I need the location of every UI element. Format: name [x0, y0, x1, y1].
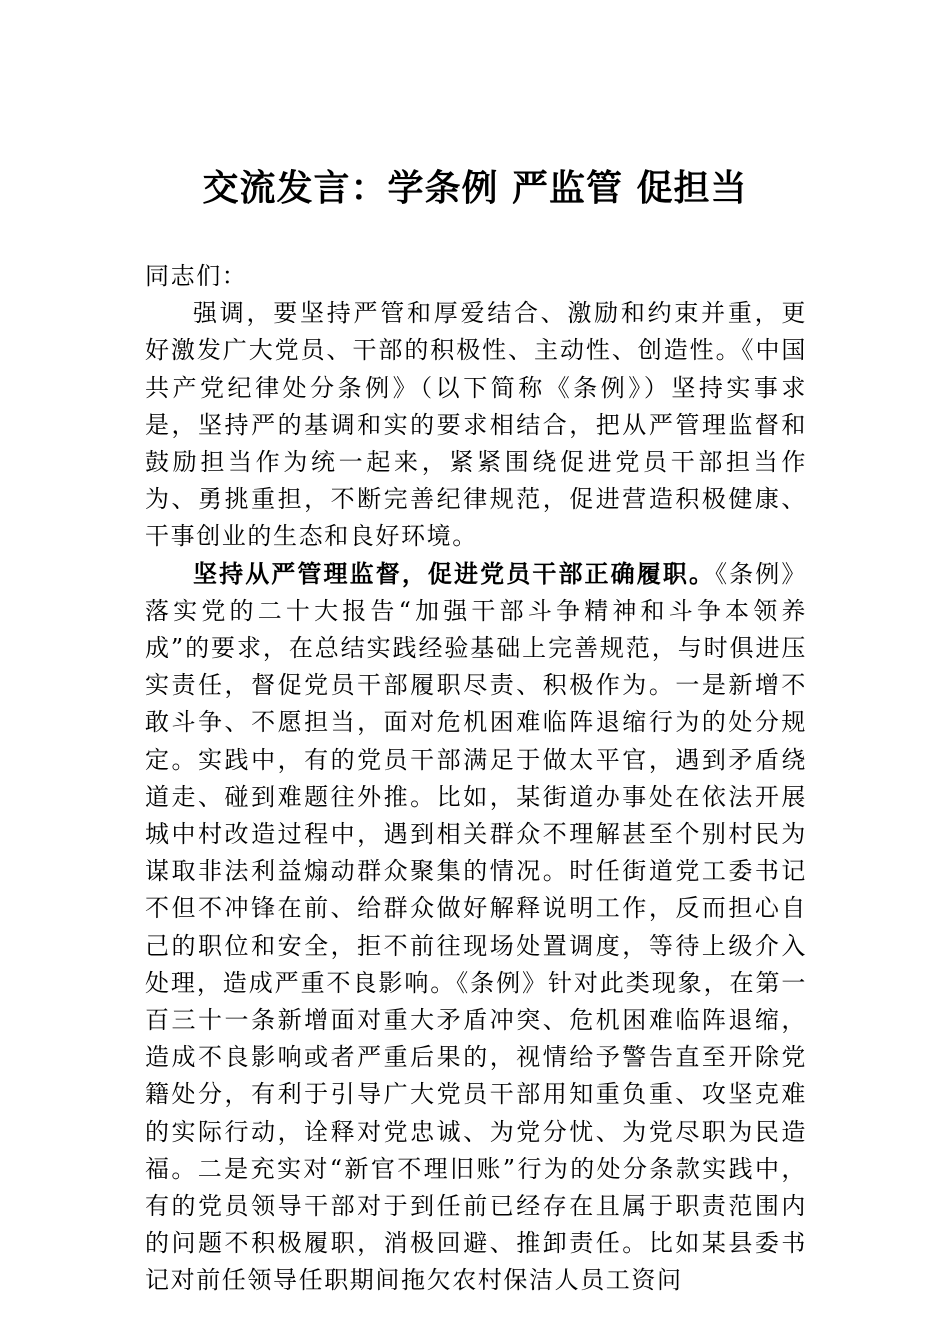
- salutation: 同志们：: [145, 262, 248, 290]
- paragraph-text: 强调，要坚持严管和厚爱结合、激励和约束并重，更好激发广大党员、干部的积极性、主动性、创造性。《中国共产党纪律处分条例》（以下简称《条例》）坚持实事求是，坚持严的基调和实的要求相结合，把从严管理监督和鼓励担当作为统一起来，紧紧围绕促进党员干部担当作为、勇挑重担，不断完善纪律规范，促进营造积极健康、干事创业的生态和良好环境。: [145, 299, 807, 551]
- document-title: 交流发言：学条例 严监管 促担当: [202, 167, 748, 209]
- paragraph-strict-supervision: [145, 556, 807, 1300]
- paragraph-text: 《条例》落实党的二十大报告“加强干部斗争精神和斗争本领养成”的要求，在总结实践经验基础上完善规范，与时俱进压实责任，督促党员干部履职尽责、积极作为。一是新增不敢斗争、不愿担当，面对危机困难临阵退缩行为的处分规定。实践中，有的党员干部满足于做太平官，遇到矛盾绕道走、碰到难题往外推。比如，某街道办事处在依法开展城中村改造过程中，遇到相关群众不理解甚至个别村民为谋取非法利益煽动群众聚集的情况。时任街道党工委书记不但不冲锋在前、给群众做好解释说明工作，反而担心自己的职位和安全，拒不前往现场处置调度，等待上级介入处理，造成严重不良影响。《条例》针对此类现象，在第一百三十一条新增面对重大矛盾冲突、危机困难临阵退缩，造成不良影响或者严重后果的，视情给予警告直至开除党籍处分，有利于引导广大党员干部用知重负重、攻坚克难的实际行动，诠释对党忠诚、为党分忧、为党尽职为民造福。二是充实对“新官不理旧账”行为的处分条款实践中，有的党员领导干部对于到任前已经存在且属于职责范围内的问题不积极履职，消极回避、推卸责任。比如某县委书记对前任领导任职期间拖欠农村保洁人员工资问: [145, 559, 808, 1295]
- document-body: [145, 258, 807, 1300]
- paragraph-lead: 坚持从严管理监督，促进党员干部正确履职。: [193, 559, 716, 588]
- paragraph-intro: [145, 295, 807, 555]
